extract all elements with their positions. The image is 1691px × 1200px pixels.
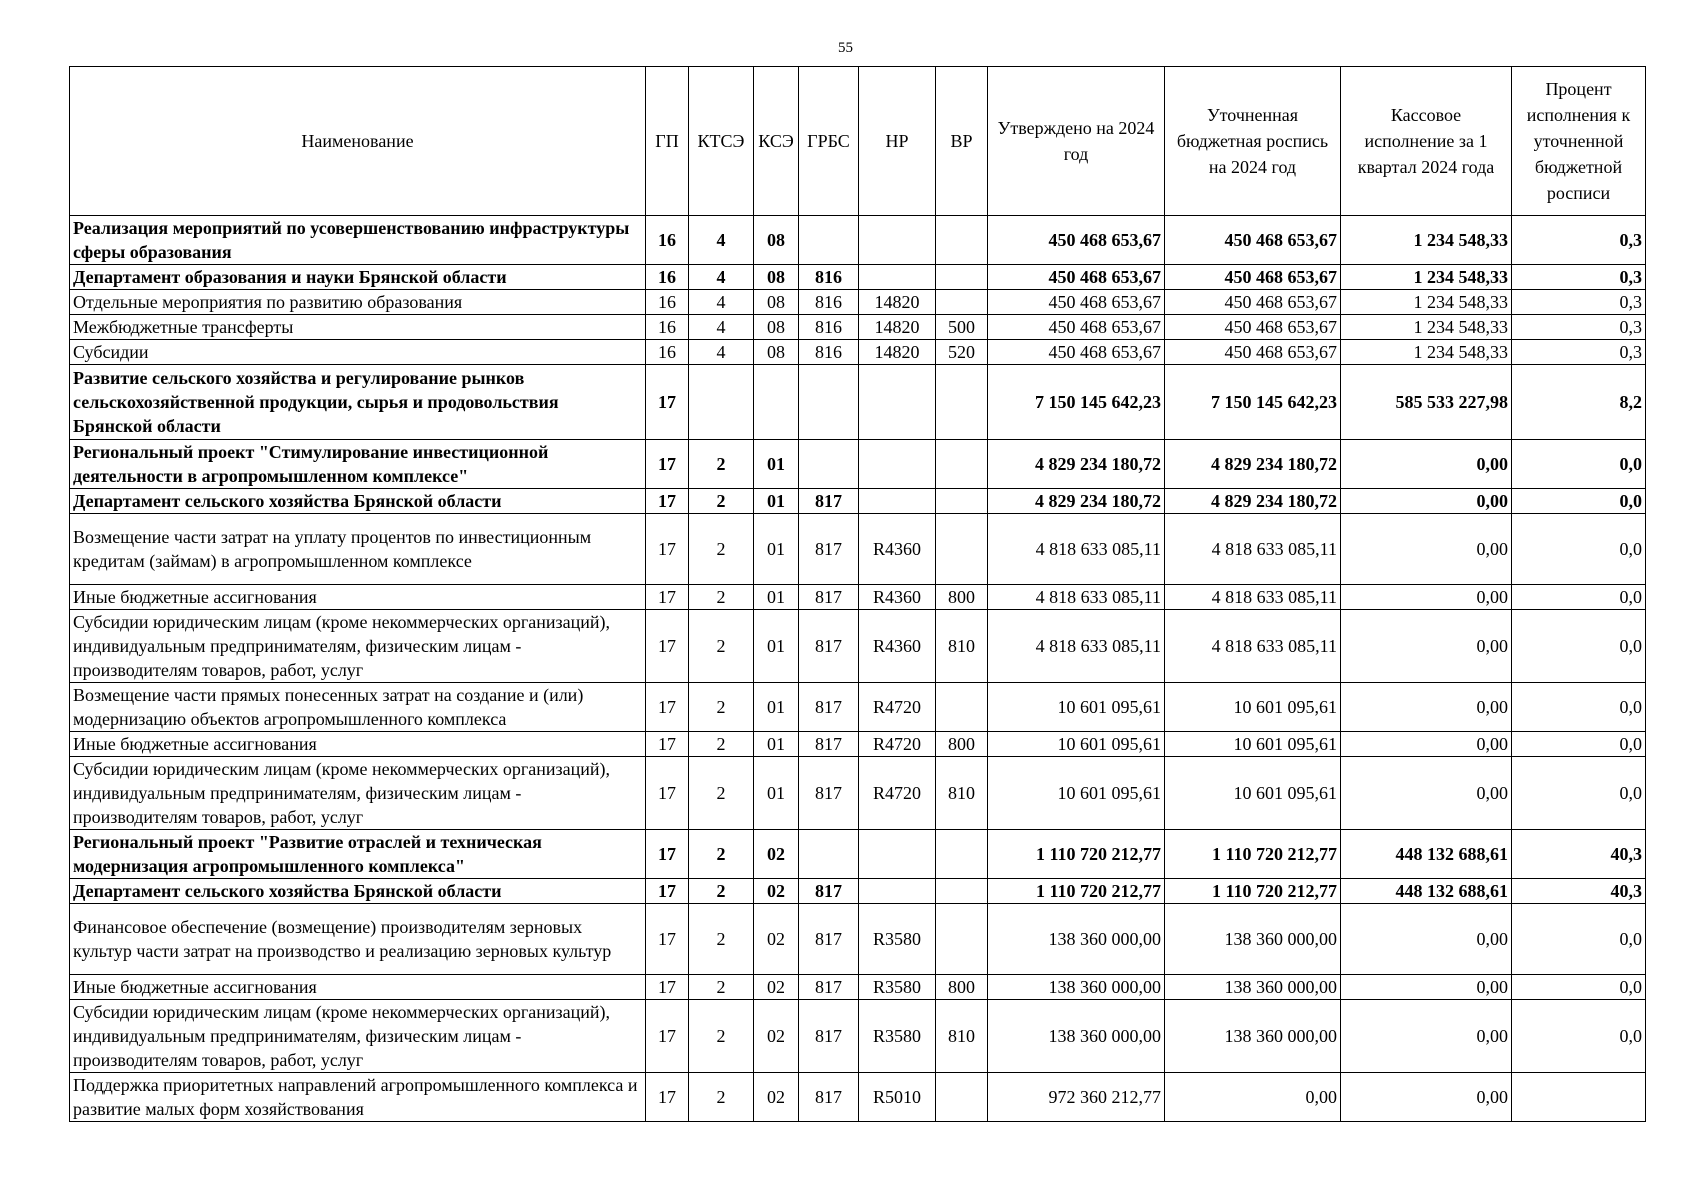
cell-vr	[936, 904, 988, 975]
cell-kse: 02	[754, 1000, 799, 1073]
cell-vr: 810	[936, 757, 988, 830]
cell-ktse: 4	[689, 290, 754, 315]
cell-gp: 17	[646, 489, 689, 514]
cell-cash: 448 132 688,61	[1341, 879, 1512, 904]
table-row	[70, 1073, 1646, 1122]
cell-grbs: 817	[799, 585, 859, 610]
cell-name: Возмещение части прямых понесенных затрат на создание и (или) модернизацию объектов агропромышленного комплекса	[70, 683, 646, 732]
page-number: 55	[838, 40, 853, 56]
cell-kse: 01	[754, 732, 799, 757]
cell-name: Поддержка приоритетных направлений агропромышленного комплекса и развитие малых форм хозяйствования	[70, 1073, 646, 1122]
cell-cash: 0,00	[1341, 610, 1512, 683]
cell-revised: 1 110 720 212,77	[1165, 830, 1341, 879]
cell-ktse: 2	[689, 585, 754, 610]
cell-approved: 4 818 633 085,11	[988, 610, 1165, 683]
cell-vr: 520	[936, 340, 988, 365]
cell-cash: 585 533 227,98	[1341, 365, 1512, 440]
cell-percent: 0,0	[1512, 489, 1646, 514]
header-percent: Процент исполнения к уточненной бюджетной росписи	[1512, 67, 1646, 216]
cell-revised: 1 110 720 212,77	[1165, 879, 1341, 904]
table-row	[70, 830, 1646, 879]
cell-revised: 4 818 633 085,11	[1165, 610, 1341, 683]
header-nr: НР	[859, 67, 936, 216]
cell-approved: 972 360 212,77	[988, 1073, 1165, 1122]
cell-revised: 138 360 000,00	[1165, 904, 1341, 975]
header-row	[70, 67, 1646, 216]
cell-ktse: 2	[689, 610, 754, 683]
cell-nr: 14820	[859, 315, 936, 340]
cell-revised: 450 468 653,67	[1165, 315, 1341, 340]
cell-cash: 0,00	[1341, 440, 1512, 489]
table-row	[70, 440, 1646, 489]
cell-grbs: 817	[799, 904, 859, 975]
cell-cash: 0,00	[1341, 757, 1512, 830]
cell-revised: 10 601 095,61	[1165, 732, 1341, 757]
cell-percent: 0,0	[1512, 514, 1646, 585]
cell-cash: 1 234 548,33	[1341, 315, 1512, 340]
header-approved: Утверждено на 2024 год	[988, 67, 1165, 216]
cell-revised: 4 829 234 180,72	[1165, 489, 1341, 514]
cell-ktse: 2	[689, 904, 754, 975]
cell-cash: 0,00	[1341, 1000, 1512, 1073]
cell-name: Финансовое обеспечение (возмещение) производителям зерновых культур части затрат на производство и реализацию зерновых культур	[70, 904, 646, 975]
table-row	[70, 683, 1646, 732]
cell-nr: R3580	[859, 1000, 936, 1073]
table-row	[70, 489, 1646, 514]
cell-cash: 0,00	[1341, 904, 1512, 975]
table-row	[70, 365, 1646, 440]
cell-nr	[859, 365, 936, 440]
table-row	[70, 1000, 1646, 1073]
header-revised: Уточненная бюджетная роспись на 2024 год	[1165, 67, 1341, 216]
table-row	[70, 265, 1646, 290]
cell-kse: 01	[754, 440, 799, 489]
cell-cash: 0,00	[1341, 514, 1512, 585]
cell-ktse: 4	[689, 315, 754, 340]
cell-cash: 1 234 548,33	[1341, 290, 1512, 315]
cell-vr	[936, 216, 988, 265]
cell-name: Возмещение части затрат на уплату процентов по инвестиционным кредитам (займам) в агропромышленном комплексе	[70, 514, 646, 585]
cell-kse: 08	[754, 340, 799, 365]
cell-cash: 0,00	[1341, 732, 1512, 757]
table-row	[70, 290, 1646, 315]
cell-kse: 02	[754, 975, 799, 1000]
cell-percent: 0,0	[1512, 732, 1646, 757]
cell-nr	[859, 265, 936, 290]
cell-nr: 14820	[859, 340, 936, 365]
cell-cash: 1 234 548,33	[1341, 216, 1512, 265]
cell-cash: 1 234 548,33	[1341, 265, 1512, 290]
cell-kse: 02	[754, 1073, 799, 1122]
cell-kse	[754, 365, 799, 440]
cell-percent: 0,3	[1512, 290, 1646, 315]
cell-cash: 448 132 688,61	[1341, 830, 1512, 879]
cell-vr	[936, 365, 988, 440]
cell-approved: 10 601 095,61	[988, 683, 1165, 732]
cell-nr: R4720	[859, 732, 936, 757]
cell-vr: 800	[936, 975, 988, 1000]
cell-approved: 138 360 000,00	[988, 975, 1165, 1000]
cell-name: Межбюджетные трансферты	[70, 315, 646, 340]
cell-revised: 4 818 633 085,11	[1165, 514, 1341, 585]
cell-vr	[936, 290, 988, 315]
table-row	[70, 610, 1646, 683]
cell-percent: 0,0	[1512, 585, 1646, 610]
cell-nr	[859, 830, 936, 879]
header-cash: Кассовое исполнение за 1 квартал 2024 года	[1341, 67, 1512, 216]
cell-approved: 450 468 653,67	[988, 315, 1165, 340]
cell-name: Развитие сельского хозяйства и регулирование рынков сельскохозяйственной продукции, сырья и продовольствия Брянской области	[70, 365, 646, 440]
cell-name: Департамент сельского хозяйства Брянской области	[70, 879, 646, 904]
cell-kse: 02	[754, 830, 799, 879]
cell-vr	[936, 440, 988, 489]
cell-approved: 138 360 000,00	[988, 1000, 1165, 1073]
cell-grbs	[799, 216, 859, 265]
cell-gp: 17	[646, 879, 689, 904]
cell-nr: R3580	[859, 904, 936, 975]
cell-vr	[936, 1073, 988, 1122]
cell-vr	[936, 879, 988, 904]
cell-percent: 0,0	[1512, 610, 1646, 683]
cell-kse: 01	[754, 489, 799, 514]
table-body	[70, 216, 1646, 1122]
cell-ktse: 2	[689, 440, 754, 489]
cell-percent: 0,3	[1512, 265, 1646, 290]
cell-name: Субсидии юридическим лицам (кроме некоммерческих организаций), индивидуальным предпринимателям, физическим лицам - производителям товаров, работ, услуг	[70, 757, 646, 830]
cell-ktse: 2	[689, 757, 754, 830]
cell-vr: 810	[936, 1000, 988, 1073]
cell-nr: 14820	[859, 290, 936, 315]
cell-cash: 0,00	[1341, 975, 1512, 1000]
cell-percent: 0,3	[1512, 315, 1646, 340]
cell-kse: 08	[754, 315, 799, 340]
cell-ktse: 4	[689, 265, 754, 290]
cell-nr: R4360	[859, 610, 936, 683]
table-row	[70, 514, 1646, 585]
cell-approved: 7 150 145 642,23	[988, 365, 1165, 440]
header-vr: ВР	[936, 67, 988, 216]
cell-grbs: 817	[799, 489, 859, 514]
cell-name: Реализация мероприятий по усовершенствованию инфраструктуры сферы образования	[70, 216, 646, 265]
cell-gp: 16	[646, 340, 689, 365]
cell-gp: 17	[646, 365, 689, 440]
cell-ktse: 2	[689, 683, 754, 732]
cell-approved: 450 468 653,67	[988, 216, 1165, 265]
cell-kse: 08	[754, 265, 799, 290]
cell-grbs	[799, 365, 859, 440]
cell-nr	[859, 489, 936, 514]
table-row	[70, 904, 1646, 975]
cell-percent: 0,0	[1512, 904, 1646, 975]
header-gp: ГП	[646, 67, 689, 216]
cell-approved: 1 110 720 212,77	[988, 879, 1165, 904]
cell-gp: 17	[646, 732, 689, 757]
cell-nr: R4720	[859, 683, 936, 732]
cell-percent: 0,0	[1512, 1000, 1646, 1073]
cell-vr	[936, 265, 988, 290]
cell-approved: 450 468 653,67	[988, 290, 1165, 315]
cell-grbs: 817	[799, 975, 859, 1000]
cell-percent: 0,3	[1512, 216, 1646, 265]
cell-gp: 17	[646, 585, 689, 610]
cell-ktse	[689, 365, 754, 440]
cell-ktse: 4	[689, 340, 754, 365]
cell-gp: 17	[646, 830, 689, 879]
cell-approved: 4 818 633 085,11	[988, 514, 1165, 585]
cell-gp: 17	[646, 514, 689, 585]
table-row	[70, 216, 1646, 265]
cell-grbs: 816	[799, 315, 859, 340]
cell-ktse: 2	[689, 975, 754, 1000]
cell-percent: 0,3	[1512, 340, 1646, 365]
cell-gp: 17	[646, 757, 689, 830]
table-row	[70, 879, 1646, 904]
cell-kse: 01	[754, 514, 799, 585]
cell-cash: 1 234 548,33	[1341, 340, 1512, 365]
cell-grbs: 817	[799, 1000, 859, 1073]
cell-name: Отдельные мероприятия по развитию образования	[70, 290, 646, 315]
cell-ktse: 2	[689, 489, 754, 514]
cell-kse: 01	[754, 757, 799, 830]
table-row	[70, 975, 1646, 1000]
cell-nr: R5010	[859, 1073, 936, 1122]
cell-name: Региональный проект "Стимулирование инвестиционной деятельности в агропромышленном комплексе"	[70, 440, 646, 489]
cell-revised: 450 468 653,67	[1165, 216, 1341, 265]
budget-execution-table	[69, 66, 1646, 1122]
cell-vr: 500	[936, 315, 988, 340]
table-row	[70, 757, 1646, 830]
cell-name: Субсидии юридическим лицам (кроме некоммерческих организаций), индивидуальным предпринимателям, физическим лицам - производителям товаров, работ, услуг	[70, 1000, 646, 1073]
cell-gp: 17	[646, 683, 689, 732]
cell-revised: 450 468 653,67	[1165, 290, 1341, 315]
header-ktse: КТСЭ	[689, 67, 754, 216]
table-row	[70, 315, 1646, 340]
cell-kse: 01	[754, 683, 799, 732]
cell-gp: 17	[646, 440, 689, 489]
cell-cash: 0,00	[1341, 683, 1512, 732]
cell-percent: 0,0	[1512, 440, 1646, 489]
cell-revised: 450 468 653,67	[1165, 340, 1341, 365]
cell-ktse: 2	[689, 732, 754, 757]
cell-nr	[859, 440, 936, 489]
cell-name: Региональный проект "Развитие отраслей и техническая модернизация агропромышленного комплекса"	[70, 830, 646, 879]
cell-nr: R4360	[859, 585, 936, 610]
cell-grbs: 817	[799, 732, 859, 757]
cell-grbs: 817	[799, 879, 859, 904]
cell-vr	[936, 830, 988, 879]
cell-grbs: 816	[799, 340, 859, 365]
cell-percent: 40,3	[1512, 830, 1646, 879]
cell-ktse: 2	[689, 1073, 754, 1122]
cell-cash: 0,00	[1341, 489, 1512, 514]
cell-gp: 16	[646, 315, 689, 340]
cell-approved: 450 468 653,67	[988, 265, 1165, 290]
cell-gp: 17	[646, 1073, 689, 1122]
cell-name: Департамент сельского хозяйства Брянской области	[70, 489, 646, 514]
cell-percent: 0,0	[1512, 757, 1646, 830]
cell-percent: 0,0	[1512, 975, 1646, 1000]
header-name: Наименование	[70, 67, 646, 216]
cell-revised: 10 601 095,61	[1165, 757, 1341, 830]
cell-name: Иные бюджетные ассигнования	[70, 585, 646, 610]
cell-percent	[1512, 1073, 1646, 1122]
cell-approved: 4 829 234 180,72	[988, 489, 1165, 514]
cell-nr	[859, 879, 936, 904]
cell-vr: 810	[936, 610, 988, 683]
cell-nr: R3580	[859, 975, 936, 1000]
cell-vr	[936, 683, 988, 732]
cell-ktse: 2	[689, 1000, 754, 1073]
cell-grbs: 817	[799, 683, 859, 732]
cell-name: Иные бюджетные ассигнования	[70, 732, 646, 757]
cell-kse: 02	[754, 904, 799, 975]
cell-revised: 10 601 095,61	[1165, 683, 1341, 732]
cell-approved: 1 110 720 212,77	[988, 830, 1165, 879]
cell-approved: 10 601 095,61	[988, 757, 1165, 830]
cell-kse: 02	[754, 879, 799, 904]
cell-vr	[936, 489, 988, 514]
cell-cash: 0,00	[1341, 1073, 1512, 1122]
cell-grbs: 816	[799, 265, 859, 290]
cell-kse: 01	[754, 610, 799, 683]
table-row	[70, 585, 1646, 610]
cell-ktse: 2	[689, 830, 754, 879]
cell-gp: 17	[646, 1000, 689, 1073]
cell-nr: R4720	[859, 757, 936, 830]
cell-ktse: 4	[689, 216, 754, 265]
table-row	[70, 732, 1646, 757]
cell-percent: 40,3	[1512, 879, 1646, 904]
cell-grbs: 817	[799, 514, 859, 585]
cell-revised: 4 818 633 085,11	[1165, 585, 1341, 610]
cell-vr: 800	[936, 732, 988, 757]
cell-ktse: 2	[689, 879, 754, 904]
header-grbs: ГРБС	[799, 67, 859, 216]
cell-gp: 17	[646, 975, 689, 1000]
cell-vr	[936, 514, 988, 585]
cell-approved: 450 468 653,67	[988, 340, 1165, 365]
cell-revised: 450 468 653,67	[1165, 265, 1341, 290]
cell-vr: 800	[936, 585, 988, 610]
cell-name: Иные бюджетные ассигнования	[70, 975, 646, 1000]
table-row	[70, 340, 1646, 365]
cell-gp: 16	[646, 216, 689, 265]
cell-gp: 16	[646, 290, 689, 315]
cell-revised: 138 360 000,00	[1165, 1000, 1341, 1073]
cell-revised: 138 360 000,00	[1165, 975, 1341, 1000]
cell-kse: 08	[754, 216, 799, 265]
cell-approved: 138 360 000,00	[988, 904, 1165, 975]
header-kse: КСЭ	[754, 67, 799, 216]
cell-grbs	[799, 830, 859, 879]
cell-name: Департамент образования и науки Брянской области	[70, 265, 646, 290]
cell-percent: 8,2	[1512, 365, 1646, 440]
cell-grbs	[799, 440, 859, 489]
cell-kse: 08	[754, 290, 799, 315]
cell-gp: 16	[646, 265, 689, 290]
cell-revised: 7 150 145 642,23	[1165, 365, 1341, 440]
cell-grbs: 817	[799, 610, 859, 683]
cell-name: Субсидии	[70, 340, 646, 365]
cell-kse: 01	[754, 585, 799, 610]
cell-grbs: 817	[799, 757, 859, 830]
cell-nr: R4360	[859, 514, 936, 585]
cell-name: Субсидии юридическим лицам (кроме некоммерческих организаций), индивидуальным предпринимателям, физическим лицам - производителям товаров, работ, услуг	[70, 610, 646, 683]
cell-grbs: 817	[799, 1073, 859, 1122]
cell-gp: 17	[646, 610, 689, 683]
cell-approved: 10 601 095,61	[988, 732, 1165, 757]
cell-approved: 4 818 633 085,11	[988, 585, 1165, 610]
cell-percent: 0,0	[1512, 683, 1646, 732]
cell-revised: 0,00	[1165, 1073, 1341, 1122]
cell-cash: 0,00	[1341, 585, 1512, 610]
cell-gp: 17	[646, 904, 689, 975]
cell-approved: 4 829 234 180,72	[988, 440, 1165, 489]
cell-ktse: 2	[689, 514, 754, 585]
cell-revised: 4 829 234 180,72	[1165, 440, 1341, 489]
cell-nr	[859, 216, 936, 265]
cell-grbs: 816	[799, 290, 859, 315]
